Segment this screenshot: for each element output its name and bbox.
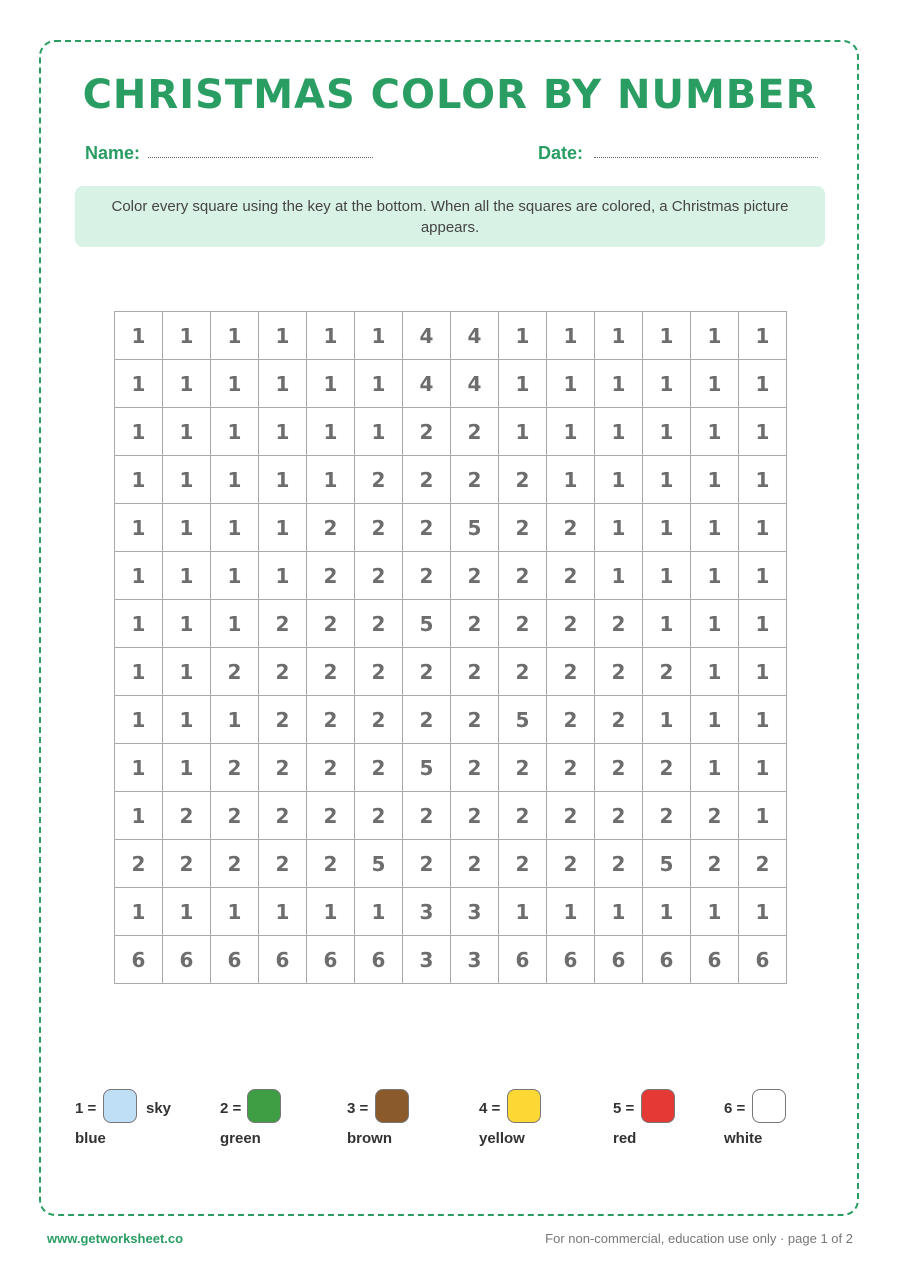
grid-cell[interactable]: 2 xyxy=(451,840,499,888)
grid-cell[interactable]: 1 xyxy=(643,312,691,360)
color-swatch-white xyxy=(752,1089,786,1123)
grid-cell[interactable]: 2 xyxy=(403,696,451,744)
grid-cell[interactable]: 1 xyxy=(691,312,739,360)
grid-cell[interactable]: 2 xyxy=(307,696,355,744)
grid-cell[interactable]: 3 xyxy=(451,936,499,984)
grid-cell[interactable]: 1 xyxy=(499,312,547,360)
grid-cell[interactable]: 2 xyxy=(547,840,595,888)
grid-cell[interactable]: 1 xyxy=(115,552,163,600)
grid-cell[interactable]: 2 xyxy=(547,696,595,744)
grid-cell[interactable]: 1 xyxy=(163,888,211,936)
grid-cell[interactable]: 2 xyxy=(451,456,499,504)
grid-cell[interactable]: 1 xyxy=(595,360,643,408)
grid-cell[interactable]: 2 xyxy=(691,792,739,840)
grid-cell[interactable]: 1 xyxy=(259,408,307,456)
grid-cell[interactable]: 1 xyxy=(259,888,307,936)
grid-cell[interactable]: 1 xyxy=(115,312,163,360)
grid-cell[interactable]: 1 xyxy=(547,456,595,504)
color-by-number-grid xyxy=(114,311,787,984)
grid-cell[interactable]: 2 xyxy=(355,552,403,600)
grid-cell[interactable]: 6 xyxy=(211,936,259,984)
grid-cell[interactable]: 1 xyxy=(739,792,787,840)
grid-cell[interactable]: 6 xyxy=(307,936,355,984)
grid-cell[interactable]: 2 xyxy=(355,792,403,840)
grid-cell[interactable]: 1 xyxy=(307,360,355,408)
grid-cell[interactable]: 2 xyxy=(355,648,403,696)
grid-cell[interactable]: 2 xyxy=(595,696,643,744)
grid-cell[interactable]: 2 xyxy=(595,744,643,792)
grid-cell[interactable]: 1 xyxy=(691,888,739,936)
grid-cell[interactable]: 1 xyxy=(163,696,211,744)
grid-cell[interactable]: 4 xyxy=(403,360,451,408)
grid-cell[interactable]: 1 xyxy=(211,456,259,504)
grid-cell[interactable]: 1 xyxy=(691,744,739,792)
grid-cell[interactable]: 4 xyxy=(451,312,499,360)
grid-cell[interactable]: 1 xyxy=(115,504,163,552)
grid-cell[interactable]: 2 xyxy=(499,600,547,648)
grid-cell[interactable]: 1 xyxy=(691,600,739,648)
grid-cell[interactable]: 2 xyxy=(451,696,499,744)
grid-cell[interactable]: 1 xyxy=(163,744,211,792)
grid-cell[interactable]: 1 xyxy=(259,552,307,600)
key-number: 5 = xyxy=(613,1100,635,1117)
grid-cell[interactable]: 1 xyxy=(211,312,259,360)
grid-cell[interactable]: 2 xyxy=(403,552,451,600)
color-swatch-brown xyxy=(375,1089,409,1123)
grid-cell[interactable]: 1 xyxy=(691,408,739,456)
grid-cell[interactable]: 2 xyxy=(499,744,547,792)
footer-note: For non-commercial, education use only · page 1 of 2 xyxy=(545,1231,853,1246)
grid-cell[interactable]: 2 xyxy=(403,840,451,888)
grid-cell[interactable]: 2 xyxy=(547,792,595,840)
grid-cell[interactable]: 1 xyxy=(547,360,595,408)
grid-cell[interactable]: 5 xyxy=(403,744,451,792)
grid-cell[interactable]: 2 xyxy=(403,408,451,456)
grid-cell[interactable]: 2 xyxy=(355,696,403,744)
grid-cell[interactable]: 1 xyxy=(211,888,259,936)
grid-cell[interactable]: 1 xyxy=(307,312,355,360)
grid-cell[interactable]: 2 xyxy=(691,840,739,888)
grid-cell[interactable]: 2 xyxy=(499,504,547,552)
grid-cell[interactable]: 6 xyxy=(547,936,595,984)
grid-cell[interactable]: 1 xyxy=(355,888,403,936)
grid-cell[interactable]: 2 xyxy=(451,408,499,456)
grid-cell[interactable]: 2 xyxy=(451,648,499,696)
grid-cell[interactable]: 1 xyxy=(115,360,163,408)
grid-cell[interactable]: 2 xyxy=(595,648,643,696)
grid-cell[interactable]: 1 xyxy=(595,552,643,600)
grid-cell[interactable]: 2 xyxy=(307,648,355,696)
grid-cell[interactable]: 1 xyxy=(163,600,211,648)
grid-cell[interactable]: 1 xyxy=(739,696,787,744)
key-number: 4 = xyxy=(479,1100,501,1117)
grid-cell[interactable]: 1 xyxy=(547,888,595,936)
grid-cell[interactable]: 2 xyxy=(499,648,547,696)
grid-cell[interactable]: 5 xyxy=(643,840,691,888)
grid-cell[interactable]: 1 xyxy=(211,360,259,408)
grid-cell[interactable]: 2 xyxy=(595,840,643,888)
grid-cell[interactable]: 1 xyxy=(115,792,163,840)
key-number: 1 = xyxy=(75,1100,97,1117)
grid-cell[interactable]: 2 xyxy=(499,456,547,504)
key-number: 3 = xyxy=(347,1100,369,1117)
grid-cell[interactable]: 2 xyxy=(403,648,451,696)
grid-cell[interactable]: 5 xyxy=(451,504,499,552)
key-number: 2 = xyxy=(220,1100,242,1117)
grid-cell[interactable]: 1 xyxy=(691,504,739,552)
date-label: Date: xyxy=(538,143,584,163)
grid-cell[interactable]: 1 xyxy=(499,408,547,456)
grid-cell[interactable]: 1 xyxy=(643,408,691,456)
grid-cell[interactable]: 2 xyxy=(355,600,403,648)
grid-cell[interactable]: 1 xyxy=(163,552,211,600)
grid-cell[interactable]: 2 xyxy=(643,744,691,792)
grid-cell[interactable]: 1 xyxy=(307,888,355,936)
grid-cell[interactable]: 5 xyxy=(355,840,403,888)
grid-cell[interactable]: 2 xyxy=(211,792,259,840)
grid-cell[interactable]: 2 xyxy=(547,648,595,696)
name-field[interactable] xyxy=(148,157,373,158)
grid-cell[interactable]: 6 xyxy=(499,936,547,984)
grid-cell[interactable]: 1 xyxy=(307,456,355,504)
grid-cell[interactable]: 1 xyxy=(211,504,259,552)
grid-cell[interactable]: 1 xyxy=(115,744,163,792)
key-name-line2: yellow xyxy=(479,1130,525,1147)
grid-cell[interactable]: 1 xyxy=(643,504,691,552)
grid-cell[interactable]: 6 xyxy=(643,936,691,984)
key-name-line2: red xyxy=(613,1130,637,1147)
grid-cell[interactable]: 1 xyxy=(739,888,787,936)
grid-cell[interactable]: 1 xyxy=(643,456,691,504)
color-swatch-red xyxy=(641,1089,675,1123)
grid-cell[interactable]: 5 xyxy=(403,600,451,648)
grid-cell[interactable]: 6 xyxy=(163,936,211,984)
grid-cell[interactable]: 2 xyxy=(163,792,211,840)
grid-cell[interactable]: 1 xyxy=(739,360,787,408)
grid-cell[interactable]: 2 xyxy=(307,600,355,648)
grid-cell[interactable]: 2 xyxy=(259,792,307,840)
grid-cell[interactable]: 1 xyxy=(739,744,787,792)
grid-cell[interactable]: 2 xyxy=(403,456,451,504)
grid-cell[interactable]: 1 xyxy=(691,552,739,600)
grid-cell[interactable]: 1 xyxy=(643,888,691,936)
key-name-line2: blue xyxy=(75,1130,106,1147)
grid-cell[interactable]: 2 xyxy=(355,504,403,552)
grid-cell[interactable]: 1 xyxy=(595,312,643,360)
grid-cell[interactable]: 1 xyxy=(163,360,211,408)
key-number: 6 = xyxy=(724,1100,746,1117)
grid-cell[interactable]: 1 xyxy=(643,552,691,600)
grid-cell[interactable]: 1 xyxy=(259,504,307,552)
grid-cell[interactable]: 1 xyxy=(691,696,739,744)
grid-cell[interactable]: 2 xyxy=(451,552,499,600)
grid-cell[interactable]: 2 xyxy=(547,552,595,600)
grid-cell[interactable]: 2 xyxy=(547,504,595,552)
grid-cell[interactable]: 2 xyxy=(307,840,355,888)
key-name-line2: brown xyxy=(347,1130,392,1147)
grid-cell[interactable]: 1 xyxy=(163,312,211,360)
key-name: sky xyxy=(146,1100,172,1117)
grid-cell[interactable]: 2 xyxy=(547,744,595,792)
grid-cell[interactable]: 1 xyxy=(115,600,163,648)
grid-cell[interactable]: 5 xyxy=(499,696,547,744)
grid-cell[interactable]: 1 xyxy=(499,360,547,408)
grid-cell[interactable]: 1 xyxy=(163,648,211,696)
grid-cell[interactable]: 1 xyxy=(355,408,403,456)
grid-cell[interactable]: 2 xyxy=(307,504,355,552)
grid-cell[interactable]: 2 xyxy=(499,840,547,888)
grid-cell[interactable]: 2 xyxy=(259,744,307,792)
grid-cell[interactable]: 1 xyxy=(595,888,643,936)
grid-cell[interactable]: 1 xyxy=(691,360,739,408)
grid-cell[interactable]: 2 xyxy=(403,792,451,840)
grid-cell[interactable]: 2 xyxy=(499,792,547,840)
grid-cell[interactable]: 1 xyxy=(499,888,547,936)
name-label: Name: xyxy=(85,143,141,163)
grid-cell[interactable]: 2 xyxy=(163,840,211,888)
grid-cell[interactable]: 2 xyxy=(259,840,307,888)
grid-cell[interactable]: 3 xyxy=(403,888,451,936)
grid-cell[interactable]: 1 xyxy=(163,504,211,552)
grid-cell[interactable]: 2 xyxy=(115,840,163,888)
date-field[interactable] xyxy=(594,157,818,158)
footer-website: www.getworksheet.co xyxy=(47,1231,184,1246)
grid-cell[interactable]: 1 xyxy=(691,456,739,504)
grid-cell[interactable]: 3 xyxy=(451,888,499,936)
grid-cell[interactable]: 6 xyxy=(355,936,403,984)
grid-cell[interactable]: 1 xyxy=(595,504,643,552)
grid-cell[interactable]: 2 xyxy=(451,600,499,648)
grid-cell[interactable]: 1 xyxy=(739,504,787,552)
grid-cell[interactable]: 1 xyxy=(115,408,163,456)
grid-cell[interactable]: 2 xyxy=(739,840,787,888)
grid-cell[interactable]: 1 xyxy=(547,312,595,360)
grid-cell[interactable]: 1 xyxy=(739,648,787,696)
grid-cell[interactable]: 2 xyxy=(307,792,355,840)
grid-cell[interactable]: 1 xyxy=(739,600,787,648)
grid-cell[interactable]: 1 xyxy=(115,456,163,504)
grid-cell[interactable]: 1 xyxy=(211,408,259,456)
color-swatch-sky-blue xyxy=(103,1089,137,1123)
grid-cell[interactable]: 1 xyxy=(307,408,355,456)
grid-cell[interactable]: 2 xyxy=(451,744,499,792)
grid-cell[interactable]: 4 xyxy=(451,360,499,408)
grid-cell[interactable]: 2 xyxy=(211,648,259,696)
grid-cell[interactable]: 6 xyxy=(595,936,643,984)
grid-cell[interactable]: 1 xyxy=(355,360,403,408)
grid-cell[interactable]: 2 xyxy=(643,792,691,840)
grid-cell[interactable]: 2 xyxy=(259,648,307,696)
grid-cell[interactable]: 1 xyxy=(595,456,643,504)
grid-cell[interactable]: 1 xyxy=(739,312,787,360)
grid-cell[interactable]: 2 xyxy=(595,600,643,648)
grid-cell[interactable]: 6 xyxy=(115,936,163,984)
grid-cell[interactable]: 1 xyxy=(355,312,403,360)
grid-cell[interactable]: 1 xyxy=(259,456,307,504)
grid-cell[interactable]: 2 xyxy=(307,552,355,600)
key-name-line2: white xyxy=(724,1130,763,1147)
grid-cell[interactable]: 1 xyxy=(643,600,691,648)
grid-cell[interactable]: 2 xyxy=(211,744,259,792)
grid-cell[interactable]: 2 xyxy=(355,744,403,792)
grid-cell[interactable]: 2 xyxy=(403,504,451,552)
grid-cell[interactable]: 2 xyxy=(259,600,307,648)
grid-cell[interactable]: 2 xyxy=(259,696,307,744)
grid-cell[interactable]: 1 xyxy=(643,696,691,744)
grid-cell[interactable]: 2 xyxy=(643,648,691,696)
color-swatch-yellow xyxy=(507,1089,541,1123)
grid-cell[interactable]: 1 xyxy=(259,312,307,360)
grid-cell[interactable]: 1 xyxy=(115,888,163,936)
grid-cell[interactable]: 4 xyxy=(403,312,451,360)
color-swatch-green xyxy=(247,1089,281,1123)
grid-cell[interactable]: 1 xyxy=(211,552,259,600)
grid-cell[interactable]: 2 xyxy=(307,744,355,792)
grid-cell[interactable]: 1 xyxy=(163,456,211,504)
grid-cell[interactable]: 1 xyxy=(691,648,739,696)
page-title: CHRISTMAS COLOR BY NUMBER xyxy=(82,72,818,118)
grid-cell[interactable]: 1 xyxy=(595,408,643,456)
grid-cell[interactable]: 2 xyxy=(355,456,403,504)
instructions-box: Color every square using the key at the bottom. When all the squares are colored, a Christmas picture appears. xyxy=(75,186,825,247)
grid-cell[interactable]: 1 xyxy=(211,696,259,744)
grid-cell[interactable]: 6 xyxy=(739,936,787,984)
grid-cell[interactable]: 1 xyxy=(739,456,787,504)
grid-cell[interactable]: 1 xyxy=(259,360,307,408)
grid-cell[interactable]: 1 xyxy=(739,552,787,600)
grid-cell[interactable]: 2 xyxy=(211,840,259,888)
key-name-line2: green xyxy=(220,1130,261,1147)
grid-cell[interactable]: 6 xyxy=(259,936,307,984)
grid-cell[interactable]: 1 xyxy=(643,360,691,408)
grid-cell[interactable]: 6 xyxy=(691,936,739,984)
grid-cell[interactable]: 2 xyxy=(451,792,499,840)
grid-cell[interactable]: 2 xyxy=(547,600,595,648)
grid-cell[interactable]: 1 xyxy=(739,408,787,456)
grid-cell[interactable]: 2 xyxy=(595,792,643,840)
grid-cell[interactable]: 2 xyxy=(499,552,547,600)
grid-cell[interactable]: 1 xyxy=(115,648,163,696)
grid-cell[interactable]: 1 xyxy=(211,600,259,648)
grid-cell[interactable]: 1 xyxy=(547,408,595,456)
grid-cell[interactable]: 1 xyxy=(115,696,163,744)
grid-cell[interactable]: 3 xyxy=(403,936,451,984)
grid-cell[interactable]: 1 xyxy=(163,408,211,456)
